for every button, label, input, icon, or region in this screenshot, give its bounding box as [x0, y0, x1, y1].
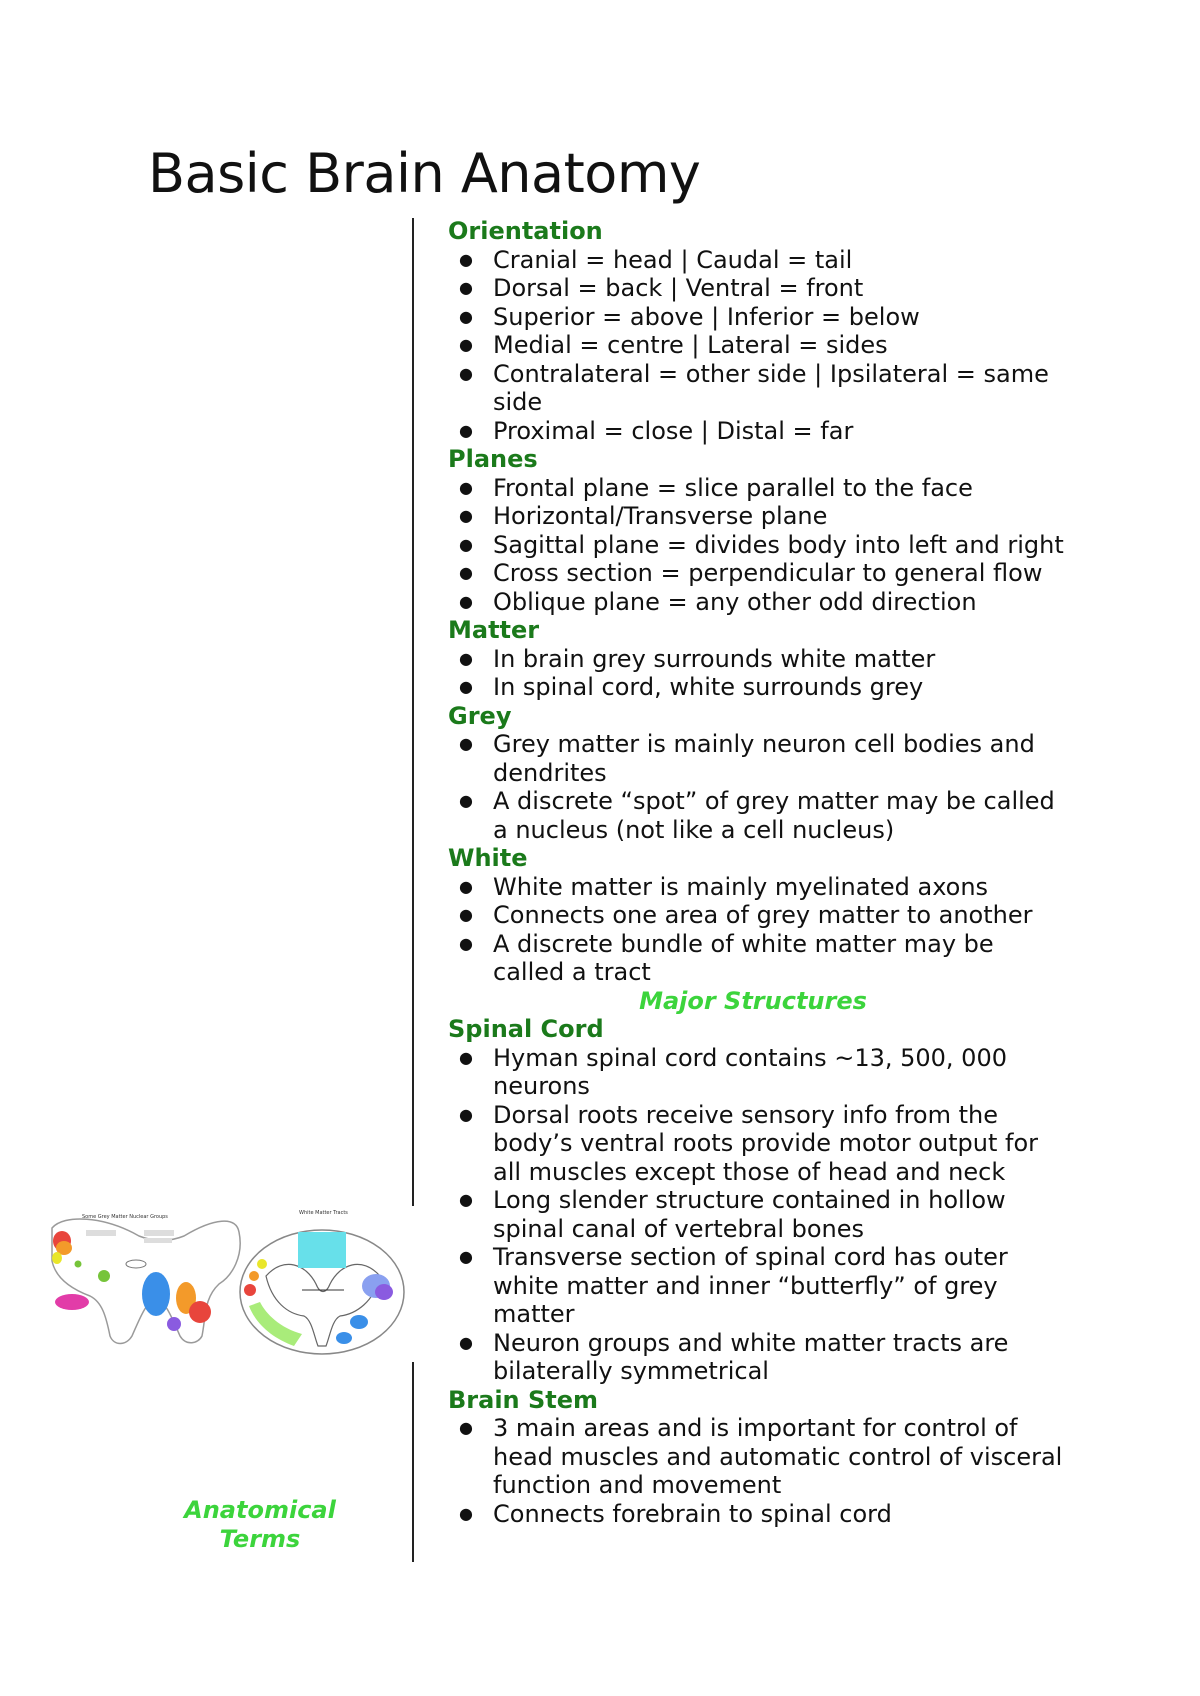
list-item [448, 474, 1068, 503]
list-item-text: Contralateral = other side | Ipsilateral = same side [493, 359, 1049, 416]
list-item [448, 1101, 1068, 1187]
grey-matter-diagram [52, 1214, 240, 1344]
white-matter-panel-title: White Matter Tracts [299, 1210, 348, 1216]
list-item-text: Long slender structure contained in hollow spinal canal of vertebral bones [493, 1186, 1006, 1243]
bullet-icon: ● [459, 534, 473, 554]
bullet-list [448, 1044, 1068, 1386]
bullet-icon: ● [459, 335, 473, 354]
region-green [98, 1270, 110, 1282]
list-item [448, 360, 1068, 417]
label-block-3 [144, 1238, 172, 1243]
region-yellow [52, 1252, 62, 1264]
section-heading: Spinal Cord [448, 1015, 604, 1043]
bullet-icon: ● [459, 1418, 473, 1437]
spinal-cord-figure [44, 1206, 434, 1362]
region-green-small [75, 1261, 82, 1268]
grey-matter-panel-title: Some Grey Matter Nuclear Groups [82, 1214, 168, 1220]
list-item-text: Cranial = head | Caudal = tail [493, 245, 853, 274]
list-item [448, 1500, 1068, 1529]
region-purple [167, 1317, 181, 1331]
tract-blue-lower2 [336, 1332, 352, 1344]
bullet-list [448, 246, 1068, 446]
notes-column [448, 217, 1068, 1528]
tract-red [244, 1284, 256, 1296]
bullet-icon: ● [459, 905, 473, 924]
list-item [448, 1044, 1068, 1101]
label-block-1 [86, 1230, 116, 1236]
list-item [448, 730, 1068, 787]
column-divider-bottom [412, 1362, 414, 1562]
bullet-list [448, 474, 1068, 617]
bullet-icon: ● [459, 420, 473, 440]
white-matter-diagram [240, 1210, 404, 1354]
bullet-list [448, 645, 1068, 702]
tract-purple-right [375, 1284, 393, 1300]
bullet-icon: ● [459, 506, 473, 525]
bullet-icon: ● [459, 591, 473, 611]
list-item-text: Grey matter is mainly neuron cell bodies and dendrites [493, 730, 1035, 787]
list-item-text: Superior = above | Inferior = below [493, 302, 920, 331]
list-item [448, 588, 1068, 617]
list-item-text: White matter is mainly myelinated axons [493, 872, 989, 901]
list-item-text: A discrete “spot” of grey matter may be called a nucleus (not like a cell nucleus) [493, 787, 1055, 844]
list-item [448, 1186, 1068, 1243]
list-item-text: Connects forebrain to spinal cord [493, 1499, 892, 1528]
bullet-icon: ● [459, 1503, 473, 1523]
section-heading: White [448, 844, 528, 872]
tract-cyan [298, 1232, 346, 1268]
bullet-icon: ● [459, 563, 473, 582]
bullet-icon: ● [459, 477, 473, 497]
list-item [448, 645, 1068, 674]
list-item-text: Horizontal/Transverse plane [493, 502, 828, 530]
list-item [448, 873, 1068, 902]
list-item-text: Connects one area of grey matter to another [493, 901, 1033, 929]
region-blue [142, 1272, 170, 1316]
bullet-icon: ● [459, 306, 473, 326]
list-item [448, 930, 1068, 987]
list-item [448, 559, 1068, 588]
list-item [448, 787, 1068, 844]
list-item-text: In spinal cord, white surrounds grey [493, 673, 924, 701]
list-item-text: Medial = centre | Lateral = sides [493, 331, 888, 359]
list-item-text: Cross section = perpendicular to general flow [493, 559, 1043, 587]
bullet-icon: ● [459, 933, 473, 953]
column-divider-top [412, 218, 414, 1206]
list-item [448, 246, 1068, 275]
list-item-text: Sagittal plane = divides body into left and right [493, 530, 1064, 559]
region-magenta [55, 1294, 89, 1310]
bullet-list [448, 873, 1068, 987]
list-item [448, 1329, 1068, 1386]
list-item-text: Dorsal = back | Ventral = front [493, 274, 864, 302]
list-item-text: A discrete bundle of white matter may be called a tract [493, 929, 994, 986]
bullet-icon: ● [459, 1104, 473, 1124]
list-item [448, 502, 1068, 531]
list-item-text: Oblique plane = any other odd direction [493, 587, 977, 616]
bullet-icon: ● [459, 363, 473, 383]
list-item [448, 303, 1068, 332]
list-item [448, 331, 1068, 360]
section-heading: Matter [448, 616, 540, 644]
bullet-icon: ● [459, 677, 473, 696]
region-red-right [189, 1301, 211, 1323]
anatomical-terms-heading: Anatomical Terms [184, 1496, 336, 1553]
bullet-icon: ● [459, 648, 473, 668]
list-item-text: In brain grey surrounds white matter [493, 644, 936, 673]
list-item-text: Hyman spinal cord contains ~13, 500, 000 neurons [493, 1043, 1007, 1100]
tract-yellow [257, 1259, 267, 1269]
section-heading: Planes [448, 445, 538, 473]
bullet-list [448, 1414, 1068, 1528]
bullet-icon: ● [459, 734, 473, 753]
list-item [448, 1243, 1068, 1329]
list-item-text: Proximal = close | Distal = far [493, 416, 854, 445]
bullet-icon: ● [459, 278, 473, 297]
section-heading: Orientation [448, 217, 603, 245]
list-item [448, 901, 1068, 930]
tract-orange [249, 1271, 259, 1281]
bullet-icon: ● [459, 876, 473, 896]
list-item [448, 1414, 1068, 1500]
label-block-2 [144, 1230, 174, 1236]
list-item [448, 417, 1068, 446]
bullet-icon: ● [459, 1247, 473, 1266]
section-heading: Brain Stem [448, 1385, 599, 1414]
tract-blue-lower [350, 1315, 368, 1329]
list-item [448, 531, 1068, 560]
list-item-text: Neuron groups and white matter tracts are bilaterally symmetrical [493, 1328, 1009, 1385]
section-heading: Grey [448, 701, 512, 730]
section-heading: Major Structures [639, 986, 867, 1015]
bullet-icon: ● [459, 791, 473, 810]
list-item-text: Transverse section of spinal cord has outer white matter and inner “butterfly” of grey matter [493, 1243, 1008, 1328]
bullet-icon: ● [459, 1047, 473, 1067]
list-item-text: 3 main areas and is important for control of head muscles and automatic control of visceral function and movement [493, 1414, 1063, 1499]
bullet-icon: ● [459, 1190, 473, 1209]
bullet-icon: ● [459, 249, 473, 269]
list-item-text: Dorsal roots receive sensory info from the body’s ventral roots provide motor output for all muscles except those of head and neck [493, 1100, 1039, 1186]
page-title: Basic Brain Anatomy [148, 142, 701, 205]
bullet-list [448, 730, 1068, 844]
list-item-text: Frontal plane = slice parallel to the face [493, 473, 973, 502]
list-item [448, 673, 1068, 702]
list-item [448, 274, 1068, 303]
bullet-icon: ● [459, 1332, 473, 1352]
